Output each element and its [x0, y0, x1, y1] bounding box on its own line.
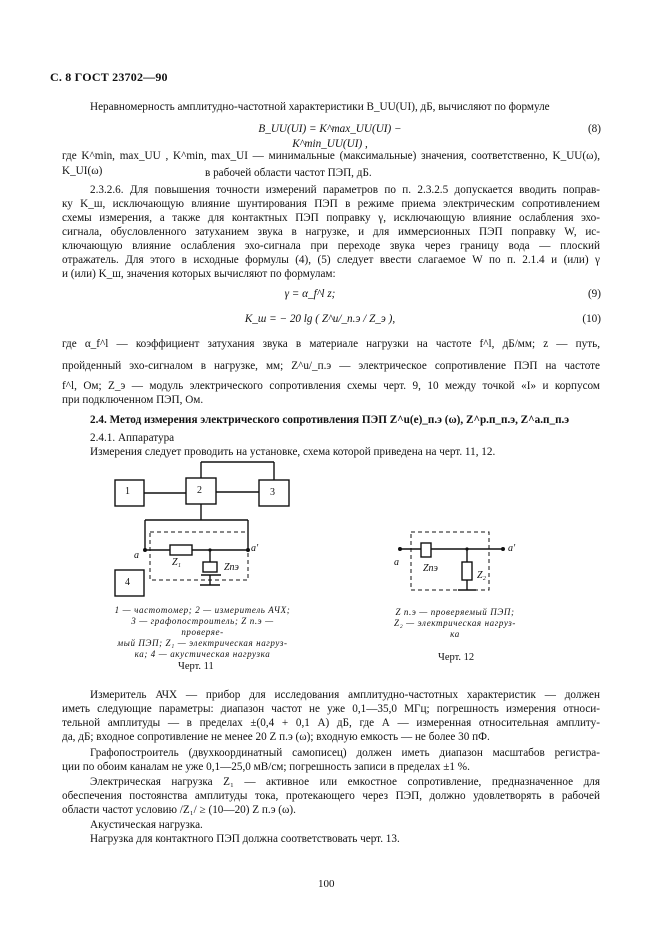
formula-9: γ = α_f^l z;	[284, 288, 336, 300]
label-zpe: Zпэ	[224, 562, 239, 573]
text-line: схемы измерения, а также для контактных ПЭП поправку γ, исключающую влияние ослабления эхо-	[62, 212, 600, 224]
page-header: С. 8 ГОСТ 23702—90	[50, 70, 168, 84]
label-a-prime: a'	[508, 543, 516, 554]
label-a-prime: a'	[251, 543, 259, 554]
formula-10-number: (10)	[582, 313, 601, 325]
label-zpe: Zпэ	[423, 563, 438, 574]
paragraph-nonuniformity: Неравномерность амплитудно-частотной характеристики B_UU(UI), дБ, вычисляют по формуле	[90, 101, 550, 113]
caption-line: Z п.э — проверяемый ПЭП;	[395, 607, 515, 617]
label-a: a	[394, 557, 399, 568]
caption-line: мый ПЭП; Z₁ — электрическая нагруз-	[117, 638, 288, 648]
section-2-4-title: 2.4. Метод измерения электрического сопротивления ПЭП Z^u(е)_п.э (ω), Z^р.п_п.э, Z^а.п_п.э	[90, 414, 570, 426]
text-line: f^l, Ом; Z_э — модуль электрического сопротивления схемы черт. 9, 10 между точкой «I» и корпусом	[62, 380, 600, 392]
text-line: Графопостроитель (двухкоординатный самописец) должен иметь диапазон масштабов регистра-	[90, 747, 600, 759]
section-2-4-1-title: 2.4.1. Аппаратура	[90, 432, 175, 444]
caption-line: 3 — графопостроитель; Z п.э — проверяе-	[131, 616, 274, 637]
formula-8-number: (8)	[587, 123, 601, 135]
formula-8-where-cont: в рабочей области частот ПЭП, дБ.	[205, 167, 372, 179]
label-z1: Z₁	[172, 557, 182, 568]
text-line: отражатель. Для этого в исходные формулы (4), (5) следует ввести слагаемое W по п. 2.1.4 и (или) γ	[62, 254, 600, 266]
caption-line: ка	[450, 629, 460, 639]
text-line: при подключенном ПЭП, Ом.	[62, 394, 204, 406]
text-line: Электрическая нагрузка Z₁ — активное или емкостное сопротивление, предназначенное для	[90, 776, 600, 788]
block-2-label: 2	[197, 485, 202, 496]
text-line: иметь следующие параметры: диапазон частот не уже 0,1—35,0 МГц; погрешность измерения относи-	[62, 703, 600, 715]
text-line: пройденный эхо-сигналом в нагрузке, мм; Z^u/_п.э — электрическое сопротивление ПЭП на частоте	[62, 360, 600, 372]
block-4-label: 4	[125, 577, 130, 588]
formula-8-where: где K^min, max_UU , K^min, max_UI — минимальные (максимальные) значения, соответственно, K_UU(ω), K_UI(ω)	[62, 150, 600, 177]
formula-8: B_UU(UI) = K^max_UU(UI) − K^min_UU(UI) ,	[258, 123, 402, 150]
block-3-label: 3	[270, 487, 275, 498]
text-line: обеспечения постоянства амплитуды тока, протекающего через ПЭП, должно удовлетворять в рабочей	[62, 790, 600, 802]
text-line: где α_f^l — коэффициент затухания звука в материале нагрузки на частоте f^l, дБ/мм; z — путь,	[62, 338, 600, 350]
block-1-label: 1	[125, 486, 130, 497]
figure-11-title: Черт. 11	[178, 661, 214, 672]
paragraph-contact-load: Нагрузка для контактного ПЭП должна соответствовать черт. 13.	[90, 833, 400, 845]
paragraph-acoustic-load: Акустическая нагрузка.	[90, 819, 203, 831]
text-line: 2.3.2.6. Для повышения точности измерений параметров по п. 2.3.2.5 допускается вводить поправ-	[90, 184, 600, 196]
formula-9-number: (9)	[587, 288, 601, 300]
figure-12-title: Черт. 12	[438, 652, 475, 663]
figure-11-caption	[110, 605, 295, 660]
label-z2: Z₂	[477, 570, 487, 581]
text-line: ключающую влияние ослабления эхо-сигнала при переходе звука через границу вода — плоский	[62, 240, 600, 252]
text-line: и (или) K_ш, значения которых вычисляют по формулам:	[62, 268, 336, 280]
text-line: Измеритель АЧХ — прибор для исследования амплитудно-частотных характеристик — должен	[90, 689, 600, 701]
figure-12-caption	[385, 607, 525, 640]
text-line: да, дБ; входное сопротивление не менее 20 Z п.э (ω); входную емкость — не более 30 пФ.	[62, 731, 490, 743]
caption-line: ка; 4 — акустическая нагрузка	[134, 649, 271, 659]
text-line: сигнала, обусловленного затуханием звука в нагрузке, и для иммерсионных ПЭП поправку W, ис-	[62, 226, 600, 238]
formula-10: K_ш = − 20 lg ( Z^u/_п.э / Z_э ),	[244, 313, 396, 325]
text-line: ции по обоим каналам не уже 0,1—25,0 мВ/см; погрешность записи в пределах ±1 %.	[62, 761, 470, 773]
caption-line: 1 — частотомер; 2 — измеритель АЧХ;	[114, 605, 291, 615]
text-line: области частот условию /Z₁/ ≥ (10—20) Z п.э (ω).	[62, 804, 296, 816]
page-number: 100	[318, 878, 335, 890]
text-line: ку K_ш, исключающую влияние шунтирования ПЭП в режиме приема электрическим сопротивлением	[62, 198, 600, 210]
caption-line: Z₂ — электрическая нагруз-	[393, 618, 517, 628]
label-a: a	[134, 550, 139, 561]
section-2-4-1-text: Измерения следует проводить на установке, схема которой приведена на черт. 11, 12.	[90, 446, 496, 458]
text-line: тельной амплитуды — в пределах ±(0,4 + 0,1 А) дБ, где А — измеренная относительная амплиту-	[62, 717, 600, 729]
